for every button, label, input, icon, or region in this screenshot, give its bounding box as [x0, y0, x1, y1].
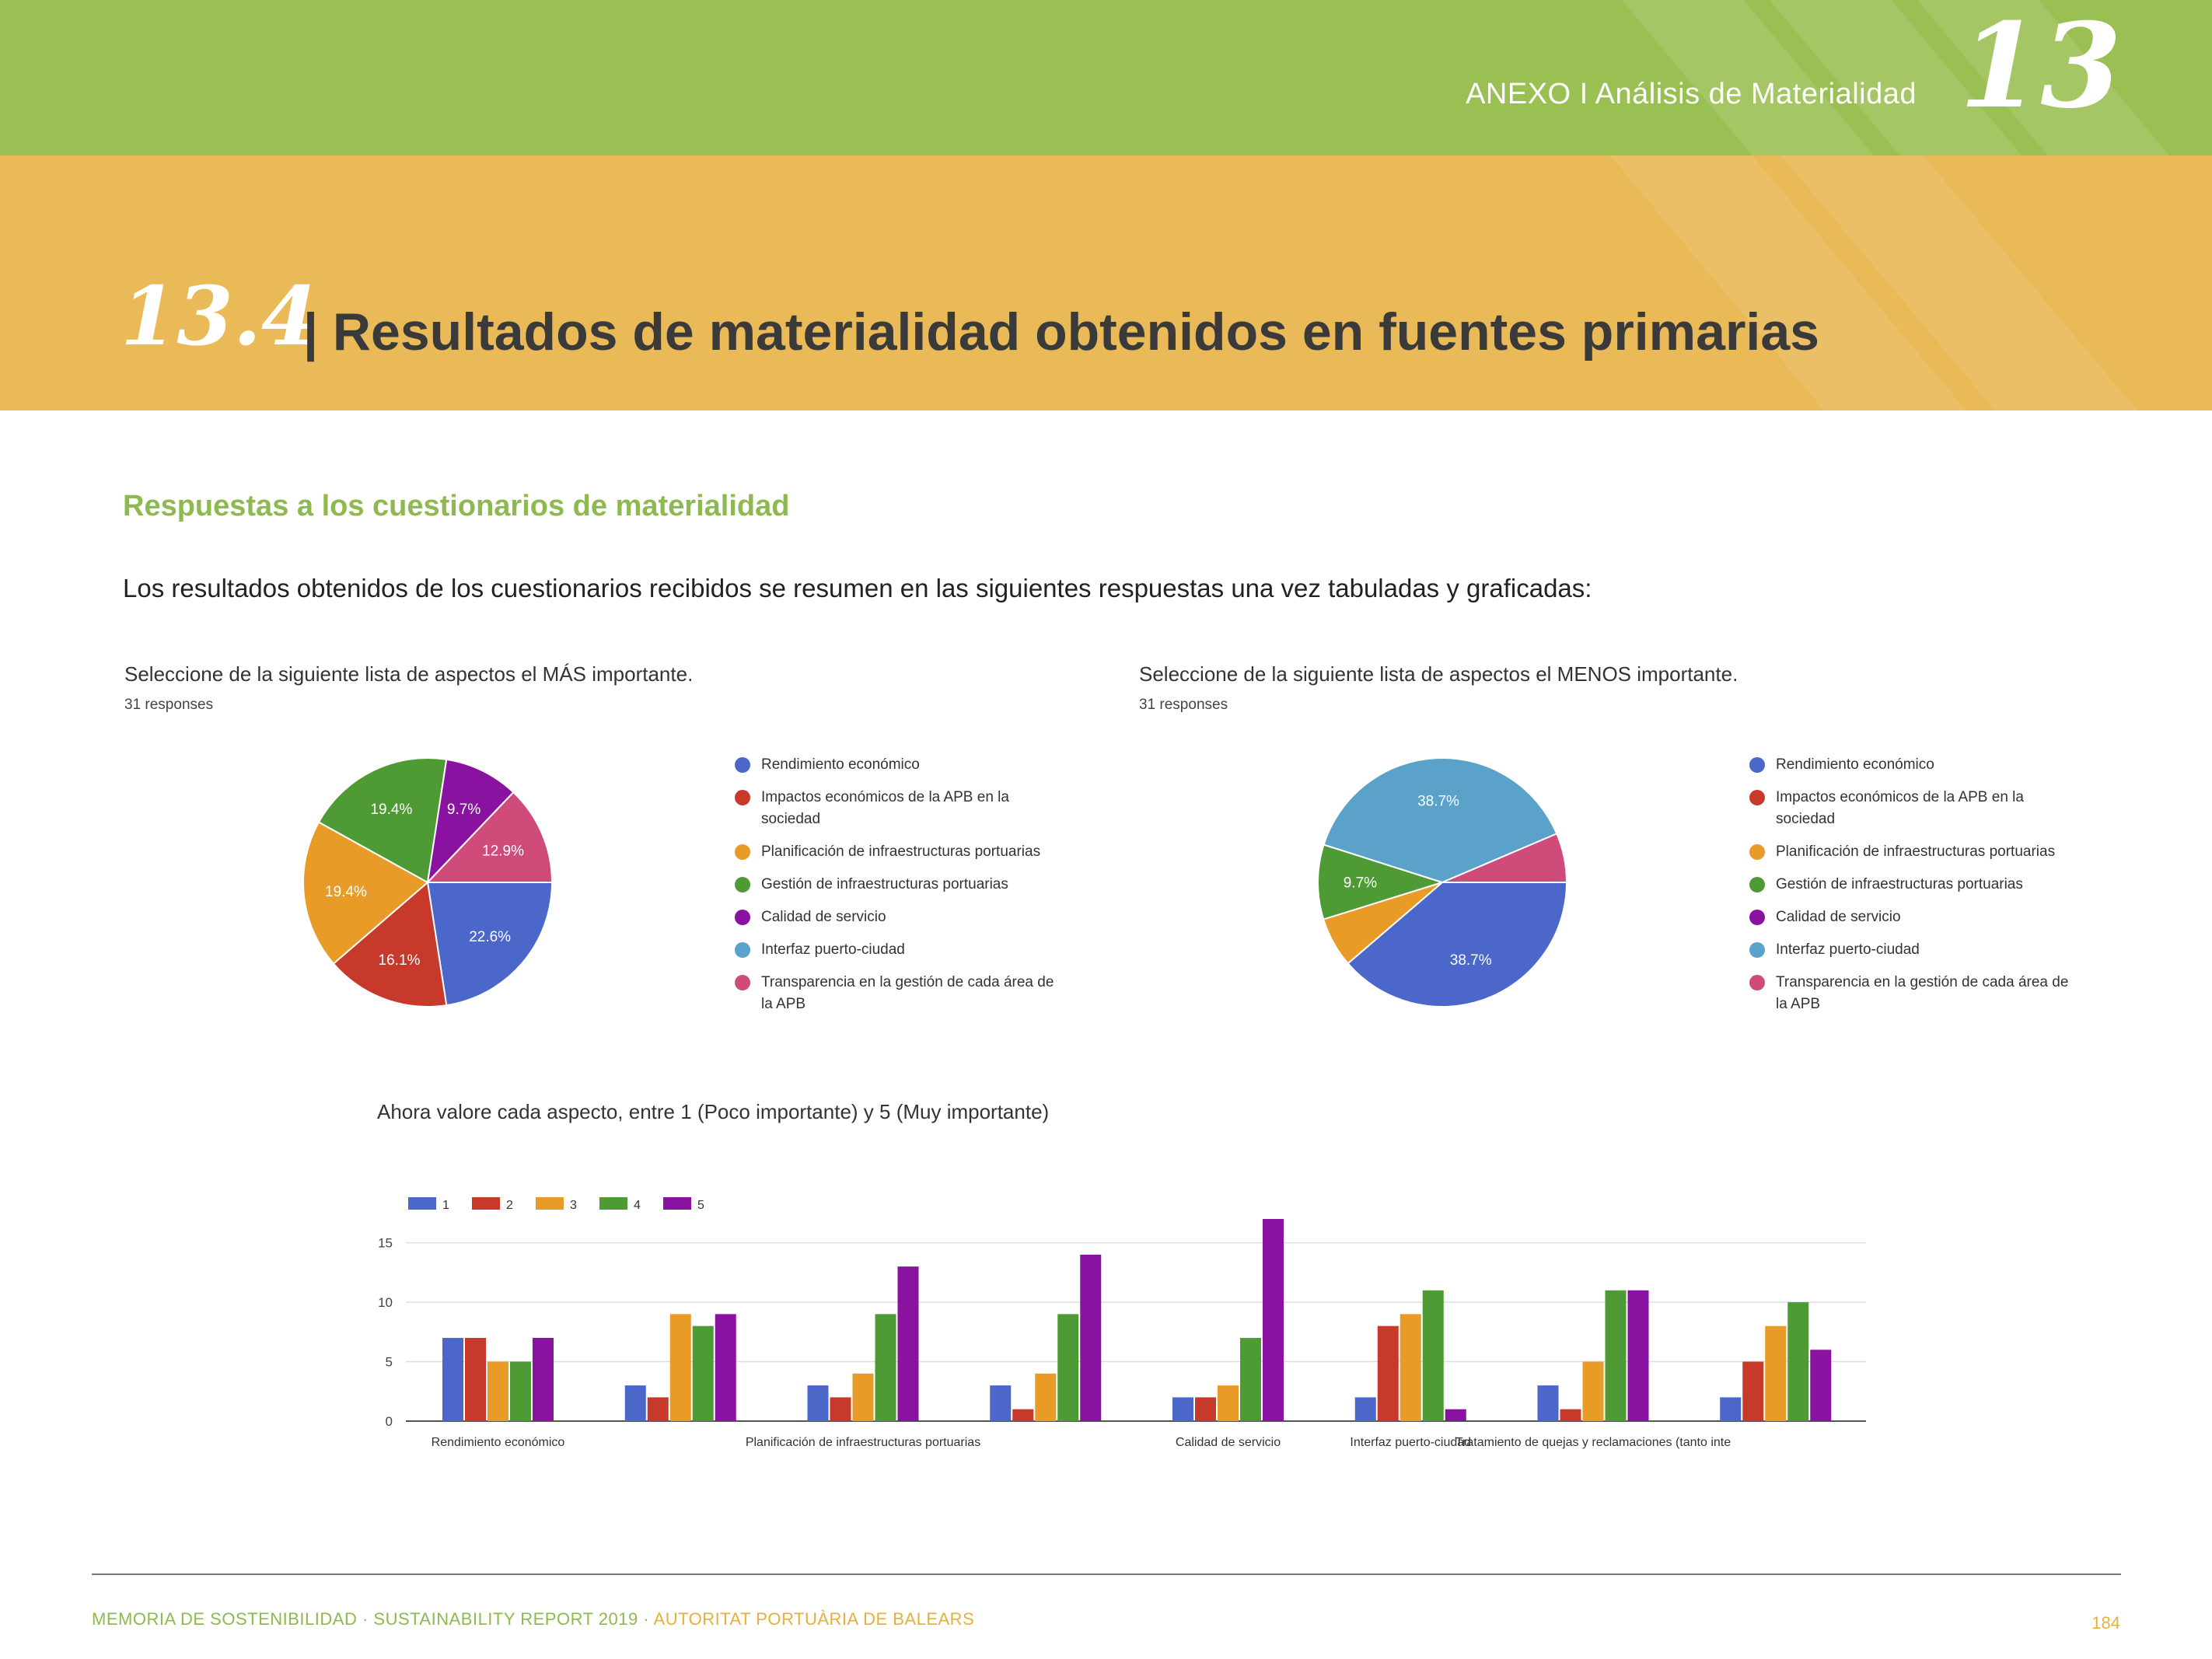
bar-legend-swatch: [663, 1197, 691, 1210]
legend-swatch: [1749, 757, 1765, 773]
bar-legend-label: 5: [697, 1199, 704, 1212]
bar-x-label: Calidad de servicio: [1175, 1436, 1281, 1449]
bar-legend-swatch: [536, 1197, 564, 1210]
chapter-number: 13: [1959, 0, 2122, 134]
bar-rect: [670, 1314, 691, 1421]
pie1-legend-item: [735, 906, 1061, 928]
legend-swatch: [735, 757, 750, 773]
bar-rect: [1720, 1397, 1741, 1421]
bar-rect: [1810, 1350, 1831, 1421]
legend-swatch: [735, 975, 750, 990]
legend-swatch: [1749, 942, 1765, 958]
bar-y-tick: 5: [385, 1354, 393, 1370]
section-title: | Resultados de materialidad obtenidos en fuentes primarias: [303, 302, 1819, 361]
legend-swatch: [1749, 910, 1765, 925]
bar-rect: [1583, 1362, 1604, 1421]
legend-label: Calidad de servicio: [1776, 909, 1901, 925]
pie2-subtitle: 31 responses: [1139, 697, 1228, 713]
bar-rect: [1765, 1326, 1786, 1421]
pie1-subtitle: 31 responses: [124, 697, 214, 713]
bar-rect: [898, 1266, 919, 1421]
bar-rect: [830, 1397, 851, 1421]
bar-rect: [1263, 1219, 1284, 1421]
bar-x-label: Tratamiento de quejas y reclamaciones (tanto inte: [1455, 1436, 1732, 1449]
title-band: [0, 155, 2212, 410]
pie1-slice-label: 12.9%: [482, 843, 525, 860]
pie2-slice-label: 38.7%: [1449, 952, 1492, 969]
legend-swatch: [735, 844, 750, 860]
bar-rect: [1057, 1314, 1078, 1421]
legend-swatch: [1749, 844, 1765, 860]
pie2-legend-item: [1749, 874, 2076, 896]
legend-label: Calidad de servicio: [761, 909, 886, 925]
pie1-legend-item: [735, 874, 1061, 896]
bar-rect: [1172, 1397, 1193, 1421]
footer-rule: [92, 1573, 2121, 1575]
page-number: 184: [2091, 1613, 2120, 1633]
legend-label: Interfaz puerto-ciudad: [1776, 941, 1920, 958]
bar-rect: [648, 1397, 669, 1421]
pie2-legend-item: [1749, 841, 2076, 863]
pie2-legend-item: [1749, 939, 2076, 961]
bar-rect: [442, 1338, 463, 1421]
pie1-slice-label: 9.7%: [446, 802, 481, 819]
pie1-legend-item: [735, 841, 1061, 863]
bar-rect: [1378, 1326, 1399, 1421]
bar-rect: [510, 1362, 531, 1421]
pie2-legend-item: [1749, 787, 2076, 830]
legend-label: Interfaz puerto-ciudad: [761, 941, 905, 958]
bar-x-label: Interfaz puerto-ciudad: [1350, 1436, 1472, 1449]
pie1-legend-item: [735, 939, 1061, 961]
legend-swatch: [1749, 975, 1765, 990]
bar-rect: [487, 1362, 508, 1421]
legend-swatch: [735, 790, 750, 805]
pie1-slice-label: 16.1%: [378, 952, 421, 969]
legend-swatch: [735, 942, 750, 958]
bar-rect: [1628, 1291, 1649, 1421]
bar-legend-label: 1: [442, 1199, 449, 1212]
footer-report-name: MEMORIA DE SOSTENIBILIDAD · SUSTAINABILITY REPORT 2019 ·: [92, 1609, 654, 1629]
legend-label: Rendimiento económico: [1776, 756, 1934, 773]
bar-legend-label: 2: [506, 1199, 513, 1212]
legend-label: Planificación de infraestructuras portuarias: [1776, 843, 2056, 860]
pie2-title: Seleccione de la siguiente lista de aspectos el MENOS importante.: [1139, 662, 1738, 686]
bar-x-label: Rendimiento económico: [431, 1436, 565, 1449]
pie-chart-most-important: [295, 750, 560, 1015]
legend-label: Planificación de infraestructuras portuarias: [761, 843, 1041, 860]
pie1-slice-label: 22.6%: [469, 928, 512, 945]
pie2-legend-item: [1749, 906, 2076, 928]
pie2-legend-item: [1749, 754, 2076, 776]
pie2-slice-label: 38.7%: [1417, 793, 1459, 810]
bar-rect: [1240, 1338, 1261, 1421]
bar-legend-swatch: [408, 1197, 436, 1210]
bar-legend-label: 4: [634, 1199, 641, 1212]
pie1-slice-label: 19.4%: [370, 802, 413, 819]
pie1-legend-item: [735, 754, 1061, 776]
bar-rect: [715, 1314, 736, 1421]
pie-chart-least-important: [1310, 750, 1574, 1015]
pie1-slice-label: 19.4%: [325, 883, 367, 900]
pie2-legend: [1749, 754, 2076, 1026]
pie1-legend-item: [735, 787, 1061, 830]
bar-legend-swatch: [599, 1197, 627, 1210]
legend-label: Impactos económicos de la APB en la sociedad: [1776, 789, 2024, 827]
legend-swatch: [1749, 790, 1765, 805]
section-number: 13.4: [121, 268, 318, 364]
bar-rect: [625, 1385, 646, 1421]
legend-label: Transparencia en la gestión de cada área de la APB: [1776, 974, 2069, 1012]
legend-swatch: [735, 877, 750, 892]
bar-rect: [1218, 1385, 1239, 1421]
footer-text: [92, 1609, 974, 1629]
bar-rect: [808, 1385, 829, 1421]
bar-y-tick: 0: [385, 1414, 393, 1429]
bar-rect: [465, 1338, 486, 1421]
pie2-slice-label: 9.7%: [1343, 875, 1378, 892]
intro-paragraph: Los resultados obtenidos de los cuestionarios recibidos se resumen en las siguientes respuestas una vez tabuladas y graficadas:: [123, 574, 1592, 602]
bar-chart-ratings: [358, 1174, 1882, 1462]
legend-label: Gestión de infraestructuras portuarias: [761, 876, 1008, 892]
subheading: Respuestas a los cuestionarios de materialidad: [123, 490, 790, 522]
legend-label: Rendimiento económico: [761, 756, 920, 773]
legend-swatch: [1749, 877, 1765, 892]
bar-rect: [1400, 1314, 1421, 1421]
annex-label: ANEXO I Análisis de Materialidad: [1466, 78, 1917, 110]
bar-rect: [533, 1338, 554, 1421]
footer-authority: AUTORITAT PORTUÀRIA DE BALEARS: [653, 1609, 975, 1629]
bar-rect: [1606, 1291, 1627, 1421]
bar-rect: [1355, 1397, 1376, 1421]
bar-legend-label: 3: [570, 1199, 577, 1212]
bar-rect: [853, 1374, 874, 1421]
bar-rect: [1423, 1291, 1444, 1421]
bar-rect: [1538, 1385, 1559, 1421]
legend-label: Transparencia en la gestión de cada área de la APB: [761, 974, 1054, 1012]
bar-rect: [1445, 1409, 1466, 1421]
pie1-legend-item: [735, 972, 1061, 1015]
bar-rect: [1012, 1409, 1033, 1421]
bar-rect: [1787, 1302, 1808, 1421]
bar-x-label: Planificación de infraestructuras portuarias: [745, 1436, 981, 1449]
legend-label: Gestión de infraestructuras portuarias: [1776, 876, 2023, 892]
legend-label: Impactos económicos de la APB en la sociedad: [761, 789, 1009, 827]
bar-legend-swatch: [472, 1197, 500, 1210]
bar-y-tick: 10: [378, 1295, 393, 1311]
pie1-legend: [735, 754, 1061, 1026]
bar-rect: [1035, 1374, 1056, 1421]
pie2-legend-item: [1749, 972, 2076, 1015]
bar-rect: [875, 1314, 896, 1421]
bar-rect: [1560, 1409, 1581, 1421]
legend-swatch: [735, 910, 750, 925]
pie1-title: Seleccione de la siguiente lista de aspectos el MÁS importante.: [124, 662, 694, 686]
bar-rect: [1195, 1397, 1216, 1421]
bar-title: Ahora valore cada aspecto, entre 1 (Poco importante) y 5 (Muy importante): [377, 1100, 1050, 1123]
bar-rect: [1080, 1255, 1101, 1421]
bar-y-tick: 15: [378, 1235, 393, 1251]
bar-rect: [693, 1326, 714, 1421]
bar-rect: [1742, 1362, 1763, 1421]
bar-rect: [990, 1385, 1011, 1421]
